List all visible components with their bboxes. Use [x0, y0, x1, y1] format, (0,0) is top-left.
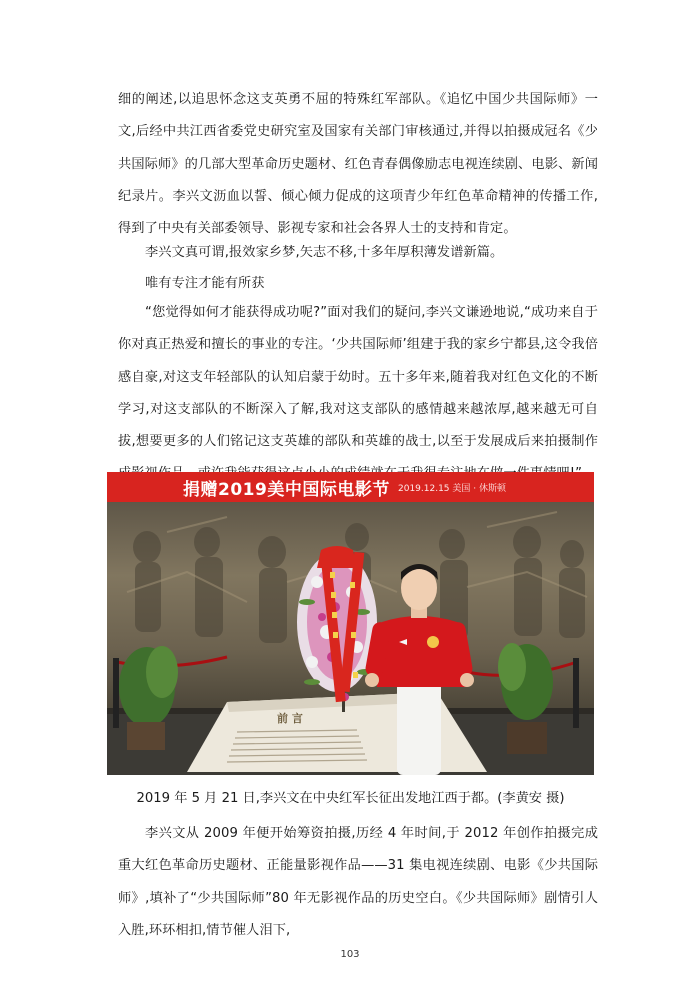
banner-title: 捐赠2019美中国际电影节	[183, 480, 390, 500]
section-heading: 唯有专注才能有所获	[145, 276, 265, 291]
paragraph-interview: “您觉得如何才能获得成功呢?”面对我们的疑问,李兴文谦逊地说,“成功来自于你对真正热爱和擅长的事业的专注。‘少共国际师’组建于我的家乡宁都县,这令我倍感自豪,对这支年轻部队的认知启蒙于幼时。五十多年来,随着我对红色文化的不断学习,对这支部队的不断深入了解,我对这支部队的感情越来越浓厚,越来越无可自拔,想要更多的人们铭记这支英雄的部队和英雄的战士,以至于发展成后来拍摄制作	[118, 305, 598, 450]
photo-scene	[107, 472, 594, 775]
paragraph-summary: 李兴文真可谓,报效家乡梦,矢志不移,十多年厚积薄发谱新篇。	[145, 245, 504, 260]
photo-caption: 2019 年 5 月 21 日,李兴文在中央红军长征出发地江西于都。(李黄安 摄)	[136, 791, 565, 806]
plaque-title: 前 言	[277, 712, 303, 725]
banner-date: 2019.12.15 美国 · 休斯顿	[398, 484, 506, 494]
paragraph-intro: 细的阐述,以追思怀念这支英勇不屈的特殊红军部队。《追忆中国少共国际师》一文,后经中共江西省委党史研究室及国家有关部门审核通过,并得以拍摄成冠名《少共国际师》的几部大型革命历史题材、红色青春偶像励志电视连续剧、电影、新闻纪录片。李兴文沥血以誓、倾心倾力促成的这项青少年红色革命精神的传播工作,得到了中央有关部委领导、影视专家和社会各界人士的支持和肯定。	[118, 92, 598, 237]
paragraph-production: 李兴文从 2009 年便开始筹资拍摄,历经 4 年时间,于 2012 年创作拍摄完成重大红色革命历史题材、正能量影视作品——31 集电视连续剧、电影《少共国际师》,填补了“少共国际师”80 年无影视作品的历史空白。《少共国际师》剧情引人入胜,环环相扣,情节催人泪下,	[118, 826, 598, 938]
photo	[107, 472, 594, 775]
right-post	[573, 658, 579, 728]
left-post	[113, 658, 119, 728]
page-number: 103	[340, 949, 360, 960]
